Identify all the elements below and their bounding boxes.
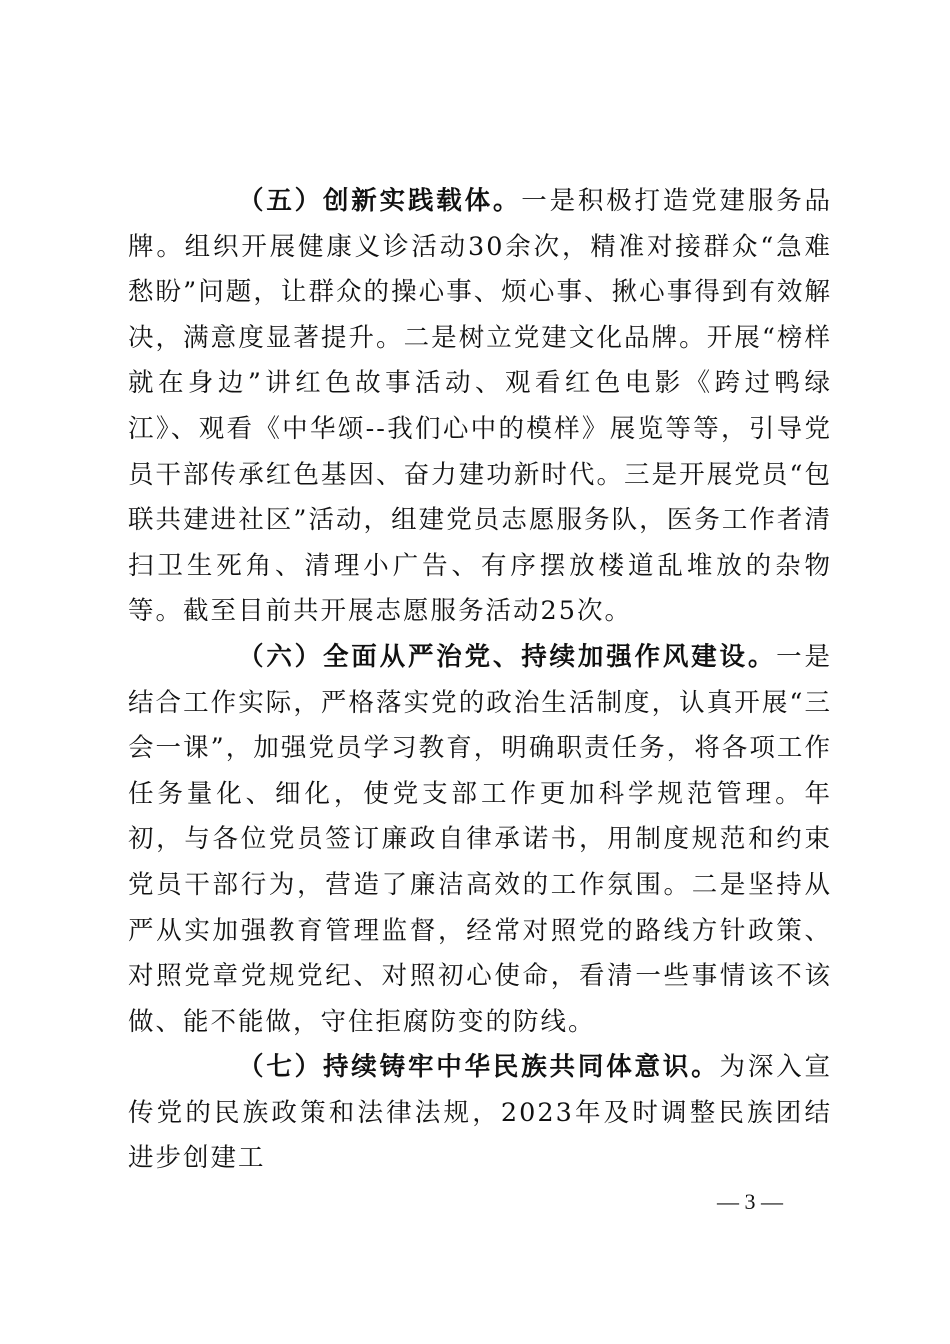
document-body (128, 179, 832, 1182)
paragraph-6 (128, 635, 832, 1045)
paragraph-5-heading: （五）创新实践载体。 (238, 186, 522, 216)
paragraph-5 (128, 179, 832, 635)
page-number: — 3 — (717, 1189, 783, 1214)
paragraph-6-heading: （六）全面从严治党、持续加强作风建设。 (238, 641, 777, 672)
paragraph-6-body: 一是结合工作实际，严格落实党的政治生活制度，认真开展“三会一课”，加强党员学习教育，明确职责任务，将各项工作任务量化、细化，使党支部工作更加科学规范管理。年初，与各位党员签订廉政自律承诺书，用制度规范和约束党员干部行为，营造了廉洁高效的工作氛围。二是坚持从严从实加强教育管理监督，经常对照党的路线方针政策、对照党章党规党纪、对照初心使命，看清一些事情该不该做、能不能做，守住拒腐防变的防线。 (128, 641, 832, 1037)
paragraph-7-body: 为深入宣传党的民族政策和法律法规，2023年及时调整民族团结进步创建工 (128, 1052, 832, 1174)
paragraph-5-body: 一是积极打造党建服务品牌。组织开展健康义诊活动30余次，精准对接群众“急难愁盼”问题，让群众的操心事、烦心事、揪心事得到有效解决，满意度显著提升。二是树立党建文化品牌。开展“榜样就在身边”讲红色故事活动、观看红色电影《跨过鸭绿江》、观看《中华颂--我们心中的模样》展览等等，引导党员干部传承红色基因、奋力建功新时代。三是开展党员“包联共建进社区”活动，组建党员志愿服务队，医务工作者清扫卫生死角、清理小广告、有序摆放楼道乱堆放的杂物等。截至目前共开展志愿服务活动25次。 (128, 186, 832, 627)
paragraph-7-heading: （七）持续铸牢中华民族共同体意识。 (238, 1052, 720, 1083)
paragraph-7 (128, 1045, 832, 1182)
